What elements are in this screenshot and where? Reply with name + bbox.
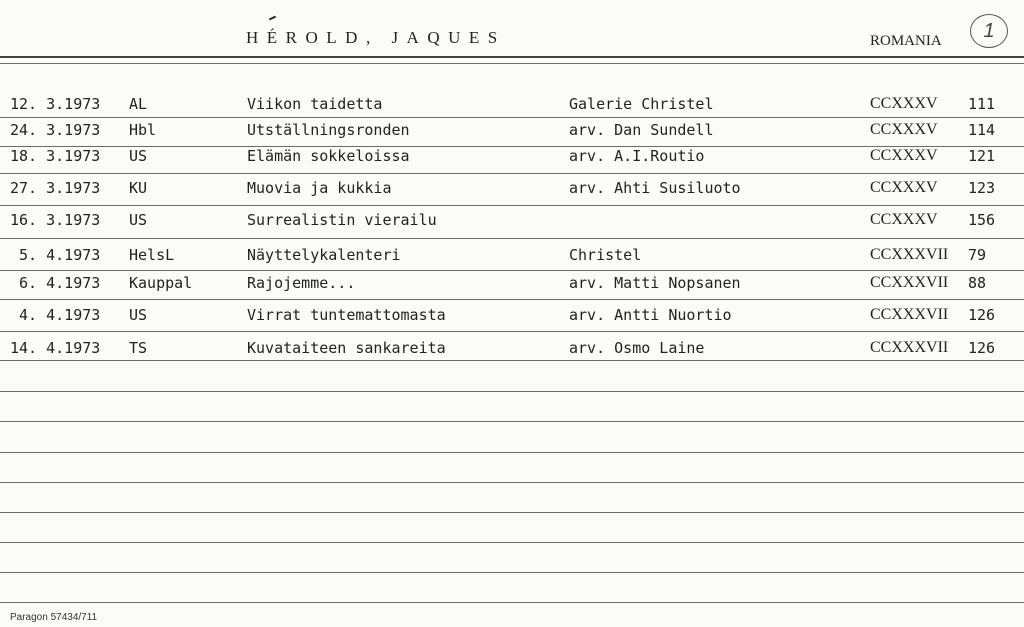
entry-title: Surrealistin vierailu — [247, 211, 437, 229]
ruled-line — [0, 572, 1024, 573]
entry-volume: CCXXXV — [870, 211, 938, 228]
ruled-line — [0, 421, 1024, 422]
ruled-line — [0, 146, 1024, 147]
entry-title: Näyttelykalenteri — [247, 246, 401, 264]
entry-row — [0, 338, 1024, 358]
entry-row — [0, 94, 1024, 114]
entry-date: 18. 3.1973 — [10, 147, 101, 165]
entry-source: US — [129, 211, 148, 229]
entry-title: Rajojemme... — [247, 274, 356, 292]
ruled-line — [0, 331, 1024, 332]
entry-note: arv. Antti Nuortio — [569, 306, 732, 324]
entry-row — [0, 146, 1024, 166]
entry-page: 114 — [968, 121, 996, 139]
entry-source: Hbl — [129, 121, 157, 139]
entry-row — [0, 120, 1024, 140]
ruled-line — [0, 205, 1024, 206]
entry-title: Muovia ja kukkia — [247, 179, 392, 197]
ruled-line — [0, 542, 1024, 543]
ruled-line — [0, 602, 1024, 603]
entry-note: arv. Dan Sundell — [569, 121, 714, 139]
entry-note: arv. Matti Nopsanen — [569, 274, 741, 292]
header-rule-secondary — [0, 63, 1024, 64]
ruled-line — [0, 512, 1024, 513]
entry-row — [0, 210, 1024, 230]
entry-date: 27. 3.1973 — [10, 179, 101, 197]
entry-date: 24. 3.1973 — [10, 121, 101, 139]
entry-date: 6. 4.1973 — [10, 274, 101, 292]
entry-page: 126 — [968, 339, 996, 357]
entry-volume: CCXXXVII — [870, 306, 949, 323]
entry-page: 88 — [968, 274, 987, 292]
entry-volume: CCXXXV — [870, 179, 938, 196]
ruled-line — [0, 452, 1024, 453]
entry-volume: CCXXXV — [870, 147, 938, 164]
entry-date: 16. 3.1973 — [10, 211, 101, 229]
entry-row — [0, 273, 1024, 293]
entry-source: KU — [129, 179, 148, 197]
entry-title: Kuvataiteen sankareita — [247, 339, 446, 357]
entry-date: 14. 4.1973 — [10, 339, 101, 357]
entry-note: Galerie Christel — [569, 95, 714, 113]
entry-title: Elämän sokkeloissa — [247, 147, 410, 165]
ruled-line — [0, 482, 1024, 483]
entry-title: Virrat tuntemattomasta — [247, 306, 446, 324]
entry-source: US — [129, 147, 148, 165]
entry-date: 4. 4.1973 — [10, 306, 101, 324]
entry-page: 123 — [968, 179, 996, 197]
entry-row — [0, 305, 1024, 325]
entry-source: HelsL — [129, 246, 175, 264]
accent-mark — [269, 16, 276, 21]
entry-title: Viikon taidetta — [247, 95, 383, 113]
entry-volume: CCXXXVII — [870, 339, 949, 356]
artist-name: HÉROLD, JAQUES — [246, 28, 506, 47]
entry-page: 126 — [968, 306, 996, 324]
entry-date: 12. 3.1973 — [10, 95, 101, 113]
ruled-line — [0, 299, 1024, 300]
entry-volume: CCXXXV — [870, 95, 938, 112]
entry-source: Kauppal — [129, 274, 193, 292]
ruled-line — [0, 360, 1024, 361]
header-rule — [0, 56, 1024, 58]
entry-note: arv. Osmo Laine — [569, 339, 705, 357]
entry-row — [0, 245, 1024, 265]
entry-date: 5. 4.1973 — [10, 246, 101, 264]
entry-volume: CCXXXVII — [870, 274, 949, 291]
entry-volume: CCXXXVII — [870, 246, 949, 263]
entry-note: arv. A.I.Routio — [569, 147, 705, 165]
entry-page: 111 — [968, 95, 996, 113]
ruled-line — [0, 238, 1024, 239]
ruled-line — [0, 270, 1024, 271]
ruled-line — [0, 391, 1024, 392]
entry-source: US — [129, 306, 148, 324]
card-number-circle: 1 — [970, 14, 1008, 48]
entry-volume: CCXXXV — [870, 121, 938, 138]
entry-page: 121 — [968, 147, 996, 165]
entry-title: Utställningsronden — [247, 121, 410, 139]
ruled-line — [0, 173, 1024, 174]
entry-page: 79 — [968, 246, 987, 264]
entry-row — [0, 178, 1024, 198]
country-label: ROMANIA — [870, 33, 942, 49]
entry-note: Christel — [569, 246, 642, 264]
entry-page: 156 — [968, 211, 996, 229]
entry-note: arv. Ahti Susiluoto — [569, 179, 741, 197]
entry-source: TS — [129, 339, 148, 357]
printer-imprint: Paragon 57434/711 — [10, 612, 98, 623]
ruled-line — [0, 117, 1024, 118]
entry-source: AL — [129, 95, 148, 113]
